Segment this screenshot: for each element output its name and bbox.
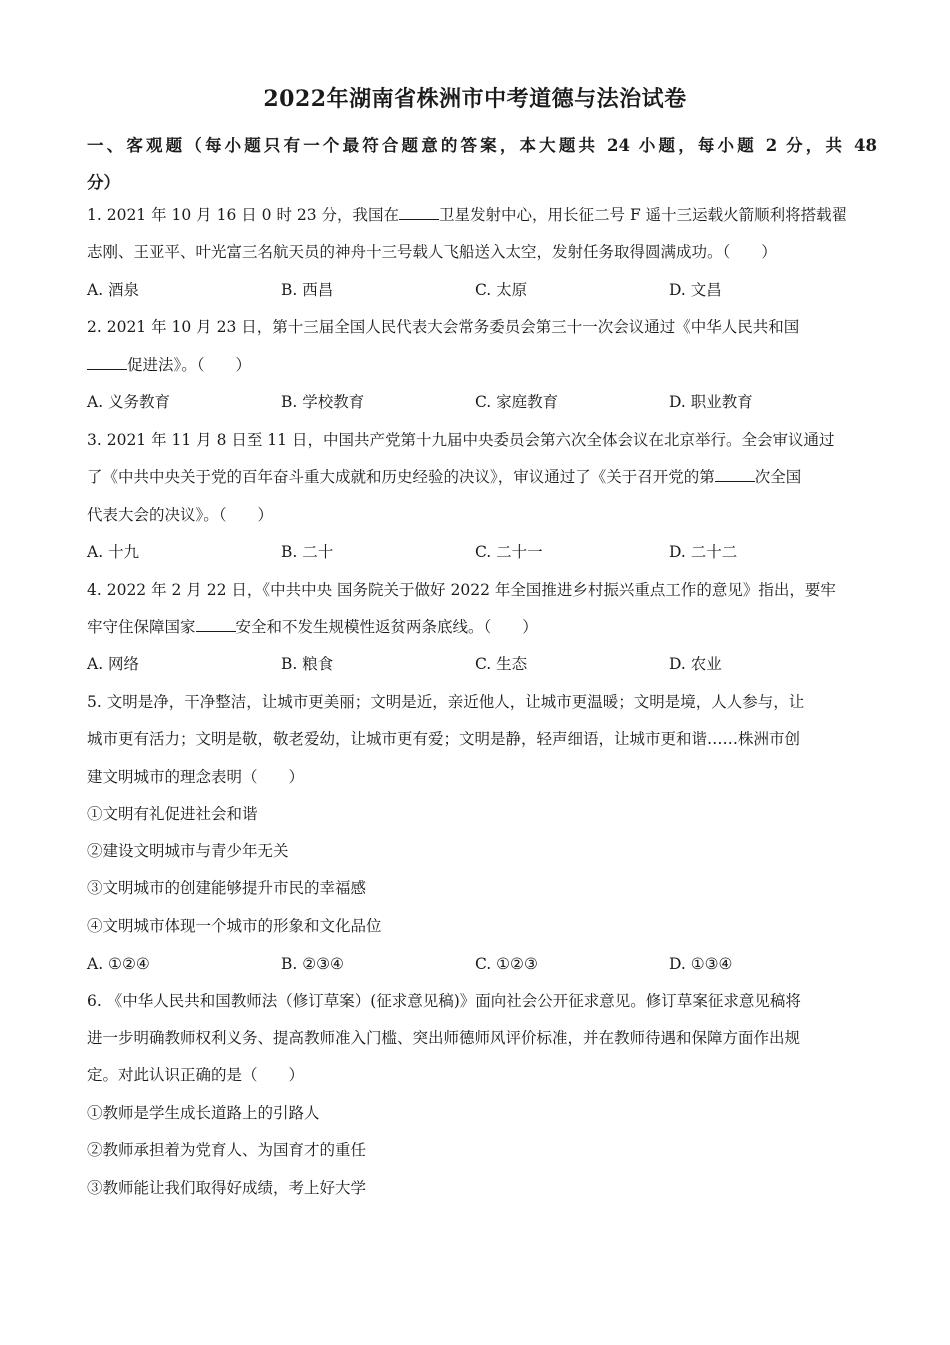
question-3-text: 次全国 (754, 468, 802, 486)
answer-blank (715, 467, 755, 482)
section-heading (87, 127, 877, 201)
option-c: C. 生态 (475, 655, 528, 673)
option-a: A. 义务教育 (87, 393, 171, 411)
option-a: A. 十九 (87, 543, 140, 561)
answer-blank (196, 617, 236, 632)
option-a: A. 酒泉 (87, 281, 140, 299)
answer-blank (87, 355, 127, 370)
option-b: B. ②③④ (281, 955, 344, 973)
section-heading-line: 分） (87, 173, 120, 192)
statement-item: ②教师承担着为党育人、为国育才的重任 (87, 1141, 367, 1159)
question-1-line (87, 204, 877, 226)
statement-item: ①文明有礼促进社会和谐 (87, 805, 258, 823)
statement-item: ③教师能让我们取得好成绩，考上好大学 (87, 1179, 367, 1197)
option-a: A. ①②④ (87, 955, 150, 973)
question-2-line: 2. 2021 年 10 月 23 日，第十三届全国人民代表大会常务委员会第三十一次会议通过《中华人民共和国 (87, 318, 800, 336)
statement-item: ②建设文明城市与青少年无关 (87, 842, 289, 860)
question-1-line: 志刚、王亚平、叶光富三名航天员的神舟十三号载人飞船送入太空，发射任务取得圆满成功。（ ） (87, 243, 777, 261)
question-6-line: 定。对此认识正确的是（ ） (87, 1066, 305, 1084)
section-heading-line: 一、客观题（每小题只有一个最符合题意的答案，本大题共 24 小题，每小题 2 分，共 48 (87, 136, 877, 155)
question-5-line: 建文明城市的理念表明（ ） (87, 768, 305, 786)
question-3-line: 代表大会的决议》。（ ） (87, 506, 274, 524)
question-1-text: 卫星发射中心，用长征二号 F 遥十三运载火箭顺利将搭载翟 (439, 206, 848, 224)
question-3-text: 了《中共中央关于党的百年奋斗重大成就和历史经验的决议》，审议通过了《关于召开党的第 (87, 468, 715, 486)
option-c: C. 家庭教育 (475, 393, 559, 411)
option-b: B. 西昌 (281, 281, 334, 299)
option-b: B. 学校教育 (281, 393, 365, 411)
answer-blank (399, 205, 439, 220)
question-2-text: 促进法》。（ ） (127, 356, 252, 374)
option-b: B. 粮食 (281, 655, 334, 673)
option-c: C. ①②③ (475, 955, 538, 973)
question-1-text: 1. 2021 年 10 月 16 日 0 时 23 分，我国在 (87, 206, 400, 224)
question-6-line: 进一步明确教师权利义务、提高教师准入门槛、突出师德师风评价标准，并在教师待遇和保障方面作出规 (87, 1029, 801, 1047)
option-b: B. 二十 (281, 543, 334, 561)
question-4-text: 安全和不发生规模性返贫两条底线。（ ） (235, 618, 538, 636)
question-5-line: 5. 文明是净，干净整洁，让城市更美丽；文明是近，亲近他人，让城市更温暖；文明是境，人人参与，让 (87, 693, 805, 711)
statement-item: ③文明城市的创建能够提升市民的幸福感 (87, 879, 367, 897)
question-4-line: 4. 2022 年 2 月 22 日，《中共中央 国务院关于做好 2022 年全国推进乡村振兴重点工作的意见》指出，要牢 (87, 581, 836, 599)
statement-item: ④文明城市体现一个城市的形象和文化品位 (87, 917, 382, 935)
question-4-line (87, 616, 877, 638)
question-3-line: 3. 2021 年 11 月 8 日至 11 日，中国共产党第十九届中央委员会第六次全体会议在北京举行。全会审议通过 (87, 431, 835, 449)
question-3-line (87, 466, 877, 488)
option-d: D. ①③④ (669, 955, 733, 973)
statement-item: ①教师是学生成长道路上的引路人 (87, 1104, 320, 1122)
question-6-line: 6. 《中华人民共和国教师法（修订草案）(征求意见稿)》面向社会公开征求意见。修订草案征求意见稿将 (87, 992, 801, 1010)
option-d: D. 职业教育 (669, 393, 753, 411)
question-5-line: 城市更有活力；文明是敬，敬老爱幼，让城市更有爱；文明是静，轻声细语，让城市更和谐……株洲市创 (87, 730, 801, 748)
question-2-line (87, 354, 877, 376)
option-a: A. 网络 (87, 655, 140, 673)
option-d: D. 二十二 (669, 543, 738, 561)
option-d: D. 文昌 (669, 281, 722, 299)
option-c: C. 太原 (475, 281, 528, 299)
question-4-text: 牢守住保障国家 (87, 618, 196, 636)
option-d: D. 农业 (669, 655, 722, 673)
page-title: 2022年湖南省株洲市中考道德与法治试卷 (263, 86, 687, 112)
option-c: C. 二十一 (475, 543, 543, 561)
